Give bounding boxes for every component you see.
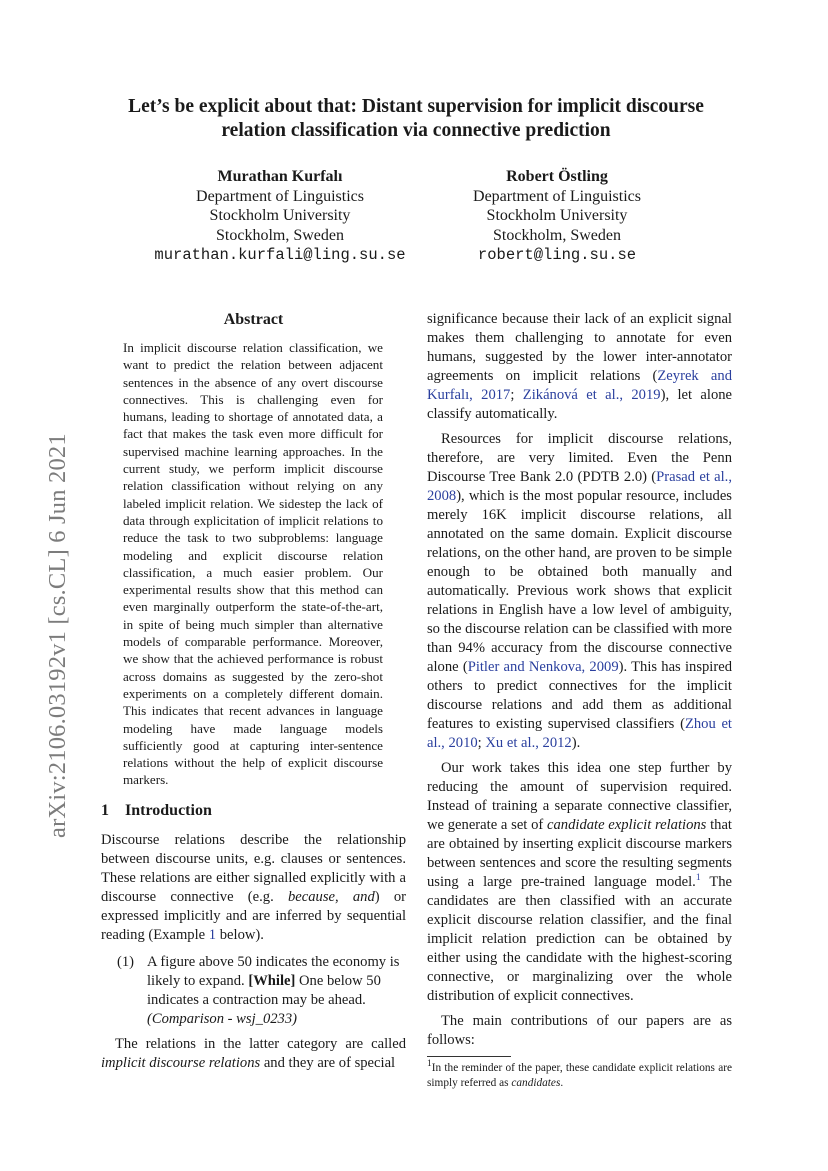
author-block-1	[135, 167, 425, 266]
text-run: significance because their lack of an explicit signal makes them challenging to annotate for even humans, suggested by the lower inter-annotator agreements on implicit relations (	[427, 311, 732, 384]
section-title: Introduction	[125, 801, 212, 819]
body-paragraph-4: The main contributions of our papers are as follows:	[427, 1013, 732, 1048]
citation-link[interactable]: Zeyrek and Kurfalı, 2017	[427, 368, 732, 403]
arxiv-stamp-text: arXiv:2106.03192v1 [cs.CL] 6 Jun 2021	[44, 433, 71, 838]
author-department: Department of Linguistics	[196, 187, 364, 205]
text-run: ;	[477, 735, 486, 751]
text-run: ).	[571, 735, 581, 751]
author-university: Stockholm University	[209, 207, 351, 225]
text-run: Discourse relations describe the relationship between discourse units, e.g. clauses or sentences. These relations are either signalled explicitly with a discourse connective (e.g.	[101, 831, 406, 905]
italic-term: because	[287, 888, 335, 905]
footnote-divider	[427, 1056, 511, 1057]
text-run: Resources for implicit discourse relations, therefore, are very limited. Even the Penn Discourse Tree Bank 2.0 (PDTB 2.0) (	[427, 431, 732, 485]
author-location: Stockholm, Sweden	[216, 226, 344, 244]
author-location: Stockholm, Sweden	[493, 226, 621, 244]
abstract-text: In implicit discourse relation classification, we want to predict the relation between adjacent sentences in the absence of any overt discourse connectives. This is challenging even for humans, leading to shortage of annotated data, a fact that makes the task even more difficult for supervised machine learning approaches. In the current study, we perform implicit discourse relation classification without relying on any labeled implicit relation. We sidestep the lack of data through explicitation of implicit relations to reduce the task to two subproblems: language modeling and explicit discourse relation classification, a much easier problem. Our experimental results show that this method can even marginally outperform the state-of-the-art, in spite of being much simpler than alternative models of comparable performance. Moreover, we show that the achieved performance is robust across domains as suggested by the zero-shot experiments on a completely different domain. This indicates that recent advances in language modeling have made language models sufficiently good at capturing inter-sentence relations without the help of explicit discourse markers.	[123, 340, 383, 788]
text-run: The relations in the latter category are called	[115, 1035, 406, 1052]
text-run: that are obtained by inserting explicit discourse markers between sentences and score the resulting segments using a large pre-trained language model.	[427, 817, 732, 890]
citation-link[interactable]: Zikánová et al., 2019	[522, 387, 661, 403]
text-run: ,	[334, 888, 353, 905]
text-run: In the reminder of the paper, these candidate explicit relations are simply referred as	[427, 1062, 732, 1089]
body-paragraph-2	[427, 430, 732, 753]
text-run: ;	[510, 387, 523, 403]
text-run: ), let alone classify automatically.	[427, 387, 733, 422]
author-block-2	[412, 167, 702, 266]
body-paragraph-3	[427, 759, 732, 1006]
inserted-connective: [While]	[248, 972, 296, 989]
author-name: Murathan Kurfalı	[217, 168, 343, 185]
italic-term: implicit discourse relations	[101, 1054, 261, 1071]
title-line-1: Let’s be explicit about that: Distant supervision for implicit discourse	[128, 96, 704, 117]
citation-link[interactable]: Pitler and Nenkova, 2009	[467, 659, 619, 675]
italic-term: candidate explicit relations	[547, 817, 707, 833]
citation-link[interactable]: Prasad et al., 2008	[427, 469, 732, 504]
text-run: The candidates are then classified with an accurate explicit discourse relation classifier, and the final implicit relation prediction can be obtained by either using the candidate with the highest-scoring connective, or marginalizing over the whole distribution of explicit connectives.	[427, 874, 733, 1004]
text-run: .	[560, 1077, 564, 1089]
section-number: 1	[101, 801, 109, 819]
text-run: and they are of special	[260, 1054, 396, 1071]
right-column	[427, 310, 732, 1091]
text-run: ). This has inspired others to predict connectives for the implicit discourse relations and add them as additional features to existing supervised classifiers (	[427, 659, 732, 732]
citation-link[interactable]: Zhou et al., 2010	[427, 716, 732, 751]
text-run: Our work takes this idea one step further by reducing the amount of supervision required. Instead of training a separate connective classifier, we generate a set of	[427, 760, 732, 833]
intro-paragraph-2	[101, 1035, 406, 1073]
arxiv-identifier-stamp	[8, 380, 71, 840]
body-paragraph-1	[427, 310, 732, 424]
example-label: (Comparison - wsj_0233)	[147, 1010, 297, 1027]
example-1	[101, 953, 406, 1029]
author-department: Department of Linguistics	[473, 187, 641, 205]
italic-term: candidates	[511, 1077, 561, 1089]
title-line-2: relation classification via connective prediction	[221, 120, 611, 141]
author-email[interactable]: robert@ling.su.se	[477, 246, 637, 265]
text-run: ), which is the most popular resource, includes merely 16K implicit discourse relations, all annotated on the same domain. Explicit discourse relations, on the other hand, are proven to be simple enough to be obtained both manually and automatically. Previous work shows that explicit relations in English have a low level of ambiguity, so the discourse relation can be classified with more than 94% accuracy from the discourse connective alone (	[427, 488, 732, 675]
author-email[interactable]: murathan.kurfali@ling.su.se	[154, 246, 406, 265]
example-reference-link[interactable]: 1	[208, 926, 217, 943]
author-university: Stockholm University	[486, 207, 628, 225]
paper-title	[100, 95, 732, 143]
citation-link[interactable]: Xu et al., 2012	[485, 735, 572, 751]
abstract-heading: Abstract	[223, 311, 284, 328]
left-column	[101, 310, 406, 1073]
example-text	[147, 953, 406, 1029]
footnote-marker-link[interactable]: 1	[695, 873, 701, 884]
text-run: ) or expressed implicitly and are inferred by sequential reading (Example	[101, 888, 407, 943]
italic-term: and	[352, 888, 375, 905]
footnote	[427, 1061, 732, 1091]
intro-paragraph-1	[101, 831, 406, 945]
text-run: A figure above 50 indicates the economy is likely to expand.	[147, 953, 400, 989]
footnote-number: 1	[427, 1059, 432, 1070]
section-heading-introduction	[101, 801, 406, 821]
text-run: One below 50 indicates a contraction may be ahead.	[147, 972, 381, 1008]
text-run: below).	[216, 926, 264, 943]
example-number: (1)	[117, 953, 135, 970]
author-name: Robert Östling	[506, 168, 608, 185]
